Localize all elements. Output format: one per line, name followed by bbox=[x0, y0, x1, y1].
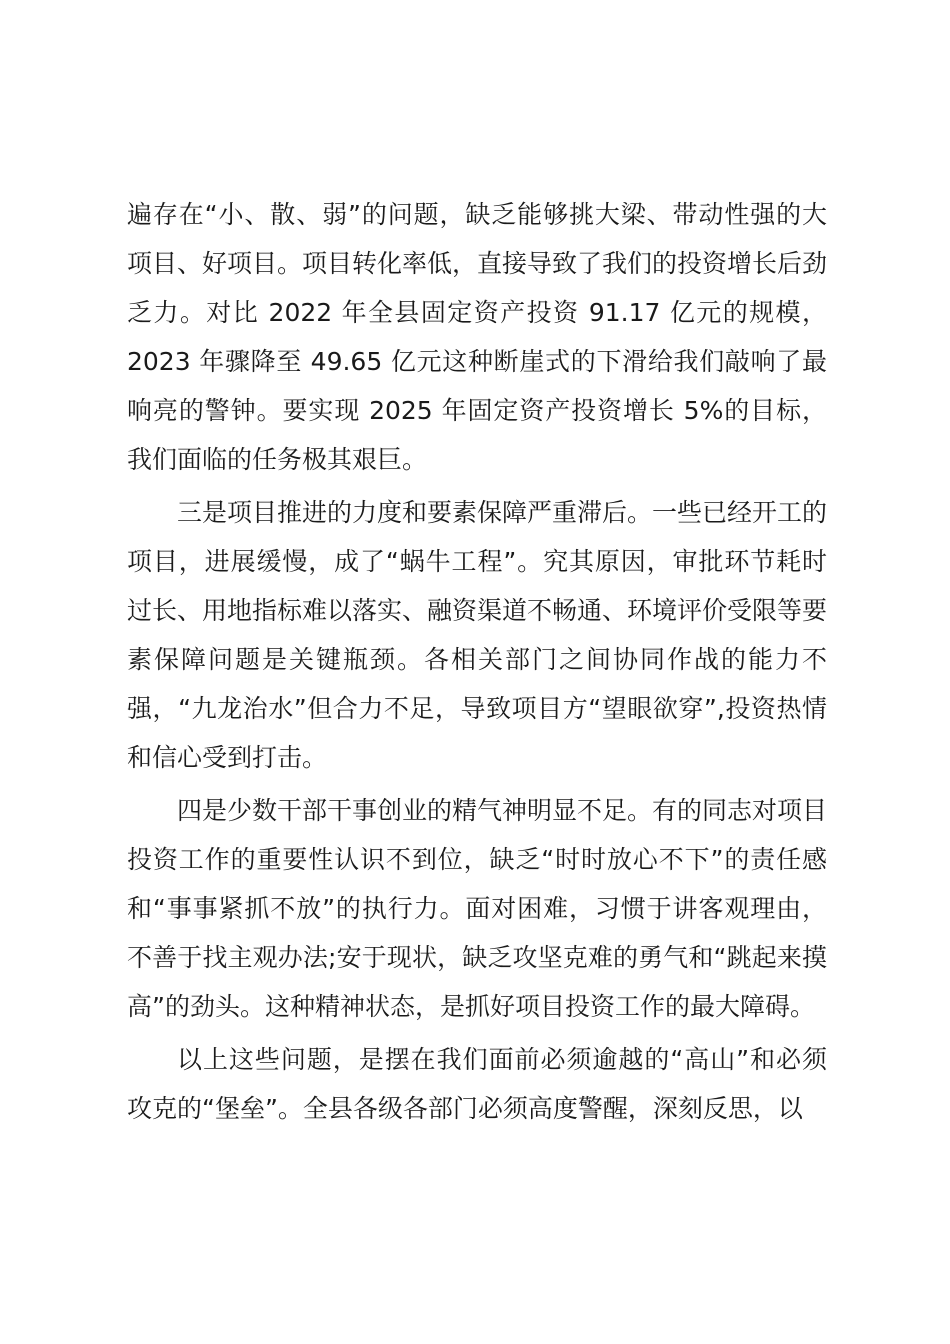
document-body bbox=[127, 190, 827, 1137]
paragraph-continuation: 遍存在“小、散、弱”的问题，缺乏能够挑大梁、带动性强的大项目、好项目。项目转化率低，直接导致了我们的投资增长后劲乏力。对比 2022 年全县固定资产投资 91.17 亿元的规模，2023 年骤降至 49.65 亿元这种断崖式的下滑给我们敲响了最响亮的警钟。要实现 2025 年固定资产投资增长 5%的目标，我们面临的任务极其艰巨。 bbox=[127, 200, 828, 474]
paragraph-summary: 以上这些问题，是摆在我们面前必须逾越的“高山”和必须攻克的“堡垒”。全县各级各部门必须高度警醒，深刻反思，以 bbox=[127, 1045, 827, 1123]
paragraph-point-three: 三是项目推进的力度和要素保障严重滞后。一些已经开工的项目，进展缓慢，成了“蜗牛工程”。究其原因，审批环节耗时过长、用地指标难以落实、融资渠道不畅通、环境评价受限等要素保障问题是关键瓶颈。各相关部门之间协同作战的能力不强，“九龙治水”但合力不足，导致项目方“望眼欲穿”,投资热情和信心受到打击。 bbox=[127, 498, 828, 772]
paragraph-point-four: 四是少数干部干事创业的精气神明显不足。有的同志对项目投资工作的重要性认识不到位，缺乏“时时放心不下”的责任感和“事事紧抓不放”的执行力。面对困难，习惯于讲客观理由，不善于找主观办法;安于现状，缺乏攻坚克难的勇气和“跳起来摸高”的劲头。这种精神状态，是抓好项目投资工作的最大障碍。 bbox=[127, 796, 828, 1021]
